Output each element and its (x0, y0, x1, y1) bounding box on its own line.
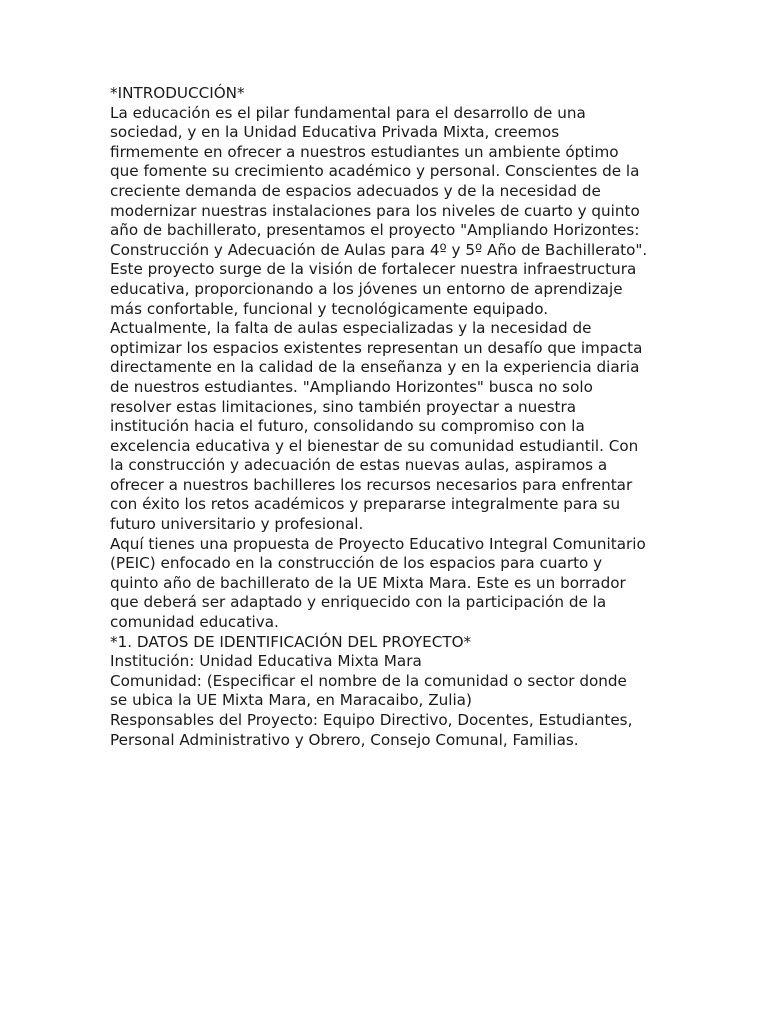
introduction-heading: *INTRODUCCIÓN* (110, 84, 245, 102)
peic-paragraph: Aquí tienes una propuesta de Proyecto Educativo Integral Comunitario (PEIC) enfocado en la construcción de los espacios para cuarto y quinto año de bachillerato de la UE Mixta Mara. Este es un borrador que deberá ser adaptado y enriquecido con la participación de la comunidad educativa. (110, 534, 646, 632)
identification-section-heading: *1. DATOS DE IDENTIFICACIÓN DEL PROYECTO* (110, 632, 472, 651)
institution-field: Institución: Unidad Educativa Mixta Mara (110, 652, 422, 671)
responsibles-field: Responsables del Proyecto: Equipo Directivo, Docentes, Estudiantes, Personal Administrativo y Obrero, Consejo Comunal, Familias. (110, 711, 633, 749)
intro-paragraph: La educación es el pilar fundamental para el desarrollo de una sociedad, y en la Unidad Educativa Privada Mixta, creemos firmemente en ofrecer a nuestros estudiantes un ambiente óptimo que fomente su crecimiento académico y personal. Conscientes de la creciente demanda de espacios adecuados y de la necesidad de modernizar nuestras instalaciones para los niveles de cuarto y quinto año de bachillerato, presentamos el proyecto "Ampliando Horizontes: Construcción y Adecuación de Aulas para 4º y 5º Año de Bachillerato". (110, 103, 648, 259)
community-field: Comunidad: (Especificar el nombre de la comunidad o sector donde se ubica la UE Mixta Mara, en Maracaibo, Zulia) (110, 671, 627, 710)
document-page (110, 84, 670, 750)
vision-paragraph: Este proyecto surge de la visión de fortalecer nuestra infraestructura educativa, proporcionando a los jóvenes un entorno de aprendizaje más confortable, funcional y tecnológicamente equipado. Actualmente, la falta de aulas especializadas y la necesidad de optimizar los espacios existentes representan un desafío que impacta directamente en la calidad de la enseñanza y en la experiencia diaria de nuestros estudiantes. "Ampliando Horizontes" busca no solo resolver estas limitaciones, sino también proyectar a nuestra institución hacia el futuro, consolidando su compromiso con la excelencia educativa y el bienestar de su comunidad estudiantil. Con la construcción y adecuación de estas nuevas aulas, aspiramos a ofrecer a nuestros bachilleres los recursos necesarios para enfrentar con éxito los retos académicos y prepararse integralmente para su futuro universitario y profesional. (110, 260, 643, 534)
